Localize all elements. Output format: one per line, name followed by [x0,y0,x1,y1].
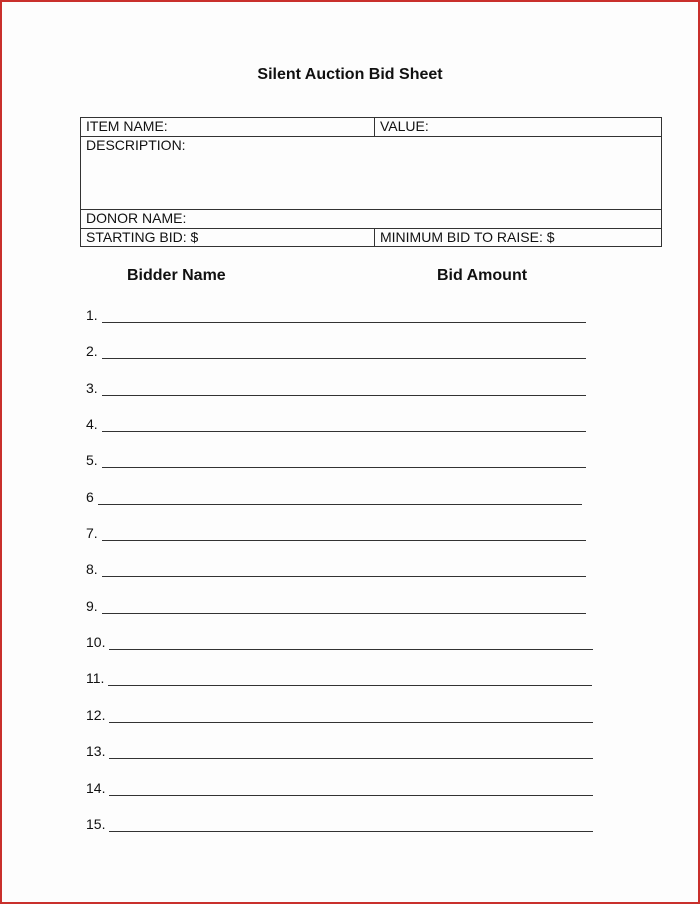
row-number: 12. [86,707,106,723]
row-number: 4. [86,416,98,432]
bid-row [86,343,586,359]
bid-row [86,670,592,686]
bid-row [86,743,593,759]
bid-row [86,416,586,432]
bid-row [86,561,586,577]
row-number: 10. [86,634,106,650]
value-field: VALUE: [375,118,662,137]
item-name-field: ITEM NAME: [81,118,375,137]
starting-bid-field: STARTING BID: $ [81,229,375,247]
bid-line[interactable] [102,344,586,359]
donor-name-field: DONOR NAME: [81,210,662,229]
bid-line[interactable] [98,490,582,505]
bid-line[interactable] [102,308,586,323]
page-title: Silent Auction Bid Sheet [257,66,443,83]
bid-row [86,598,586,614]
bid-line[interactable] [102,381,586,396]
bid-row [86,525,586,541]
row-number: 11. [86,670,105,686]
row-number: 3. [86,380,98,396]
bid-row [86,489,582,505]
bid-line[interactable] [102,562,586,577]
row-number: 15. [86,816,106,832]
description-field: DESCRIPTION: [81,137,662,210]
bid-line[interactable] [108,671,592,686]
bid-line[interactable] [102,453,586,468]
row-number: 6 [86,489,94,505]
bid-line[interactable] [109,781,593,796]
bid-row [86,634,593,650]
bid-line[interactable] [109,744,593,759]
bid-line[interactable] [102,526,586,541]
bid-row [86,816,593,832]
bidder-name-header: Bidder Name [127,267,226,284]
bid-row [86,707,593,723]
row-number: 7. [86,525,98,541]
row-number: 5. [86,452,98,468]
row-number: 2. [86,343,98,359]
bid-line[interactable] [109,817,593,832]
row-number: 9. [86,598,98,614]
bid-amount-header: Bid Amount [437,267,528,284]
row-number: 13. [86,743,106,759]
bid-row [86,452,586,468]
bid-line[interactable] [109,635,593,650]
minimum-bid-field: MINIMUM BID TO RAISE: $ [375,229,662,247]
row-number: 8. [86,561,98,577]
row-number: 14. [86,780,106,796]
item-info-table [80,117,662,247]
bid-row [86,307,586,323]
bid-line[interactable] [109,708,593,723]
bid-row [86,380,586,396]
bid-row [86,780,593,796]
row-number: 1. [86,307,98,323]
bid-line[interactable] [102,417,586,432]
bid-line[interactable] [102,599,586,614]
